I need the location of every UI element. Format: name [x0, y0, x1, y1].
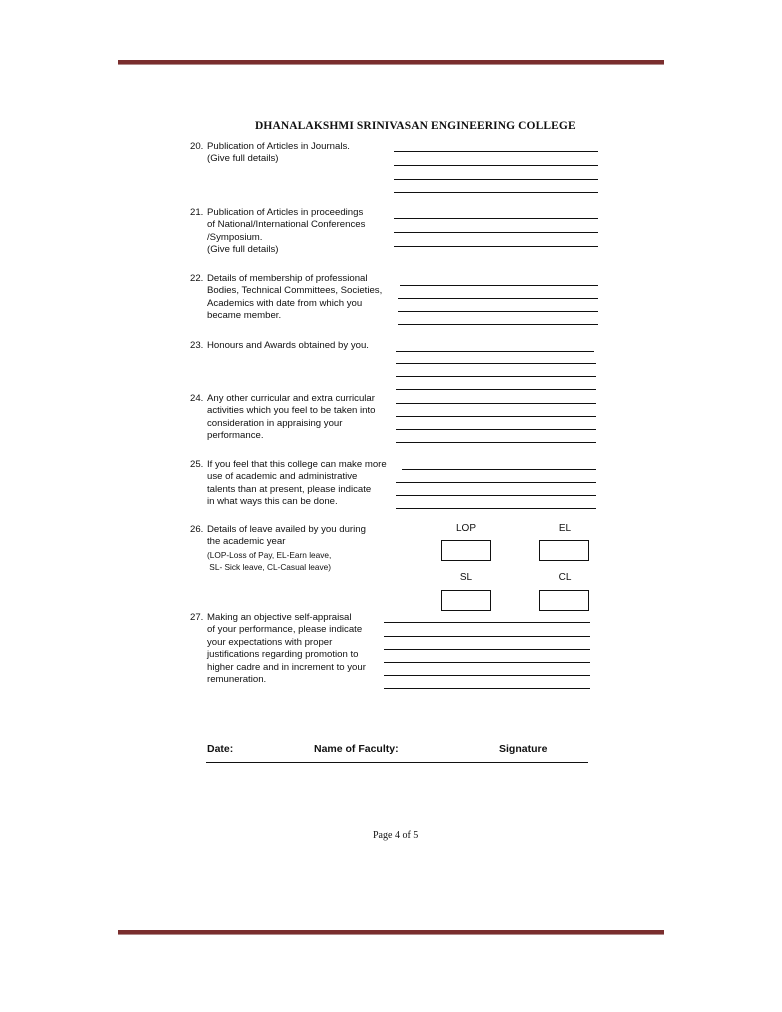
item-text: Bodies, Technical Committees, Societies, [207, 285, 383, 297]
signoff-line[interactable] [206, 762, 588, 763]
item-text: of your performance, please indicate [207, 624, 363, 636]
answer-line[interactable] [396, 416, 596, 417]
answer-line[interactable] [398, 298, 598, 299]
item-text: Publication of Articles in Journals. [207, 141, 350, 152]
el-label: EL [558, 523, 572, 534]
answer-line[interactable] [396, 403, 596, 404]
cl-label: CL [558, 572, 572, 583]
cl-box[interactable] [539, 590, 589, 611]
item-text: justifications regarding promotion to [207, 649, 359, 661]
item-24 [190, 393, 376, 443]
item-number: 26. [190, 524, 204, 535]
college-title: DHANALAKSHMI SRINIVASAN ENGINEERING COLLEGE [255, 120, 576, 132]
item-text: Details of leave availed by you during [207, 524, 366, 535]
item-number: 23. [190, 340, 204, 351]
item-21 [190, 207, 365, 257]
answer-line[interactable] [396, 376, 596, 377]
item-27 [190, 612, 366, 686]
answer-line[interactable] [396, 508, 596, 509]
item-note: (LOP-Loss of Pay, EL-Earn leave, [207, 549, 332, 560]
top-rule [118, 60, 664, 65]
lop-label: LOP [455, 523, 476, 534]
item-number: 24. [190, 393, 204, 404]
answer-line[interactable] [384, 636, 590, 637]
item-text: If you feel that this college can make more [207, 459, 387, 470]
item-note: SL- Sick leave, CL-Casual leave) [207, 562, 332, 573]
item-number: 21. [190, 207, 204, 218]
item-text: higher cadre and in increment to your [207, 661, 366, 673]
item-text: of National/International Conferences [207, 219, 366, 231]
item-text: Any other curricular and extra curricular [207, 393, 375, 404]
item-text: your expectations with proper [207, 636, 333, 648]
answer-line[interactable] [400, 285, 598, 286]
sl-label: SL [459, 572, 473, 583]
faculty-name-label: Name of Faculty: [314, 743, 399, 755]
item-text: Honours and Awards obtained by you. [207, 340, 369, 351]
el-box[interactable] [539, 540, 589, 561]
item-text: in what ways this can be done. [207, 496, 338, 508]
signature-label: Signature [499, 743, 548, 755]
item-23 [190, 340, 369, 352]
page-number: Page 4 of 5 [373, 830, 419, 841]
lop-box[interactable] [441, 540, 491, 561]
item-text: talents than at present, please indicate [207, 483, 372, 495]
answer-line[interactable] [394, 192, 598, 193]
answer-line[interactable] [394, 232, 598, 233]
item-text: use of academic and administrative [207, 471, 358, 483]
answer-line[interactable] [398, 324, 598, 325]
answer-line[interactable] [384, 675, 590, 676]
item-number: 27. [190, 612, 204, 623]
answer-line[interactable] [394, 151, 598, 152]
answer-line[interactable] [396, 495, 596, 496]
item-20 [190, 141, 350, 166]
item-22 [190, 273, 382, 323]
item-number: 20. [190, 141, 204, 152]
item-text: performance. [207, 430, 264, 442]
item-text: consideration in appraising your [207, 417, 343, 429]
item-text: activities which you feel to be taken into [207, 405, 376, 417]
answer-line[interactable] [384, 662, 590, 663]
sl-box[interactable] [441, 590, 491, 611]
answer-line[interactable] [384, 622, 590, 623]
item-text: Details of membership of professional [207, 273, 368, 284]
item-text: the academic year [207, 536, 286, 548]
item-text: (Give full details) [207, 153, 279, 165]
answer-line[interactable] [396, 442, 596, 443]
date-label: Date: [207, 743, 234, 755]
item-text: Academics with date from which you [207, 297, 363, 309]
item-text: Making an objective self-appraisal [207, 612, 352, 623]
answer-line[interactable] [396, 429, 596, 430]
item-text: Publication of Articles in proceedings [207, 207, 364, 218]
item-text: /Symposium. [207, 231, 263, 243]
item-text: remuneration. [207, 674, 267, 686]
answer-line[interactable] [394, 246, 598, 247]
answer-line[interactable] [394, 218, 598, 219]
answer-line[interactable] [396, 363, 596, 364]
answer-line[interactable] [394, 179, 598, 180]
answer-line[interactable] [398, 311, 598, 312]
item-25 [190, 459, 387, 509]
answer-line[interactable] [394, 165, 598, 166]
item-26 [190, 524, 366, 574]
item-text: became member. [207, 310, 282, 322]
bottom-rule [118, 930, 664, 935]
answer-line[interactable] [384, 649, 590, 650]
item-number: 22. [190, 273, 204, 284]
answer-line[interactable] [402, 469, 596, 470]
answer-line[interactable] [396, 351, 594, 352]
item-text: (Give full details) [207, 244, 279, 256]
item-number: 25. [190, 459, 204, 470]
answer-line[interactable] [396, 482, 596, 483]
answer-line[interactable] [396, 389, 596, 390]
answer-line[interactable] [384, 688, 590, 689]
